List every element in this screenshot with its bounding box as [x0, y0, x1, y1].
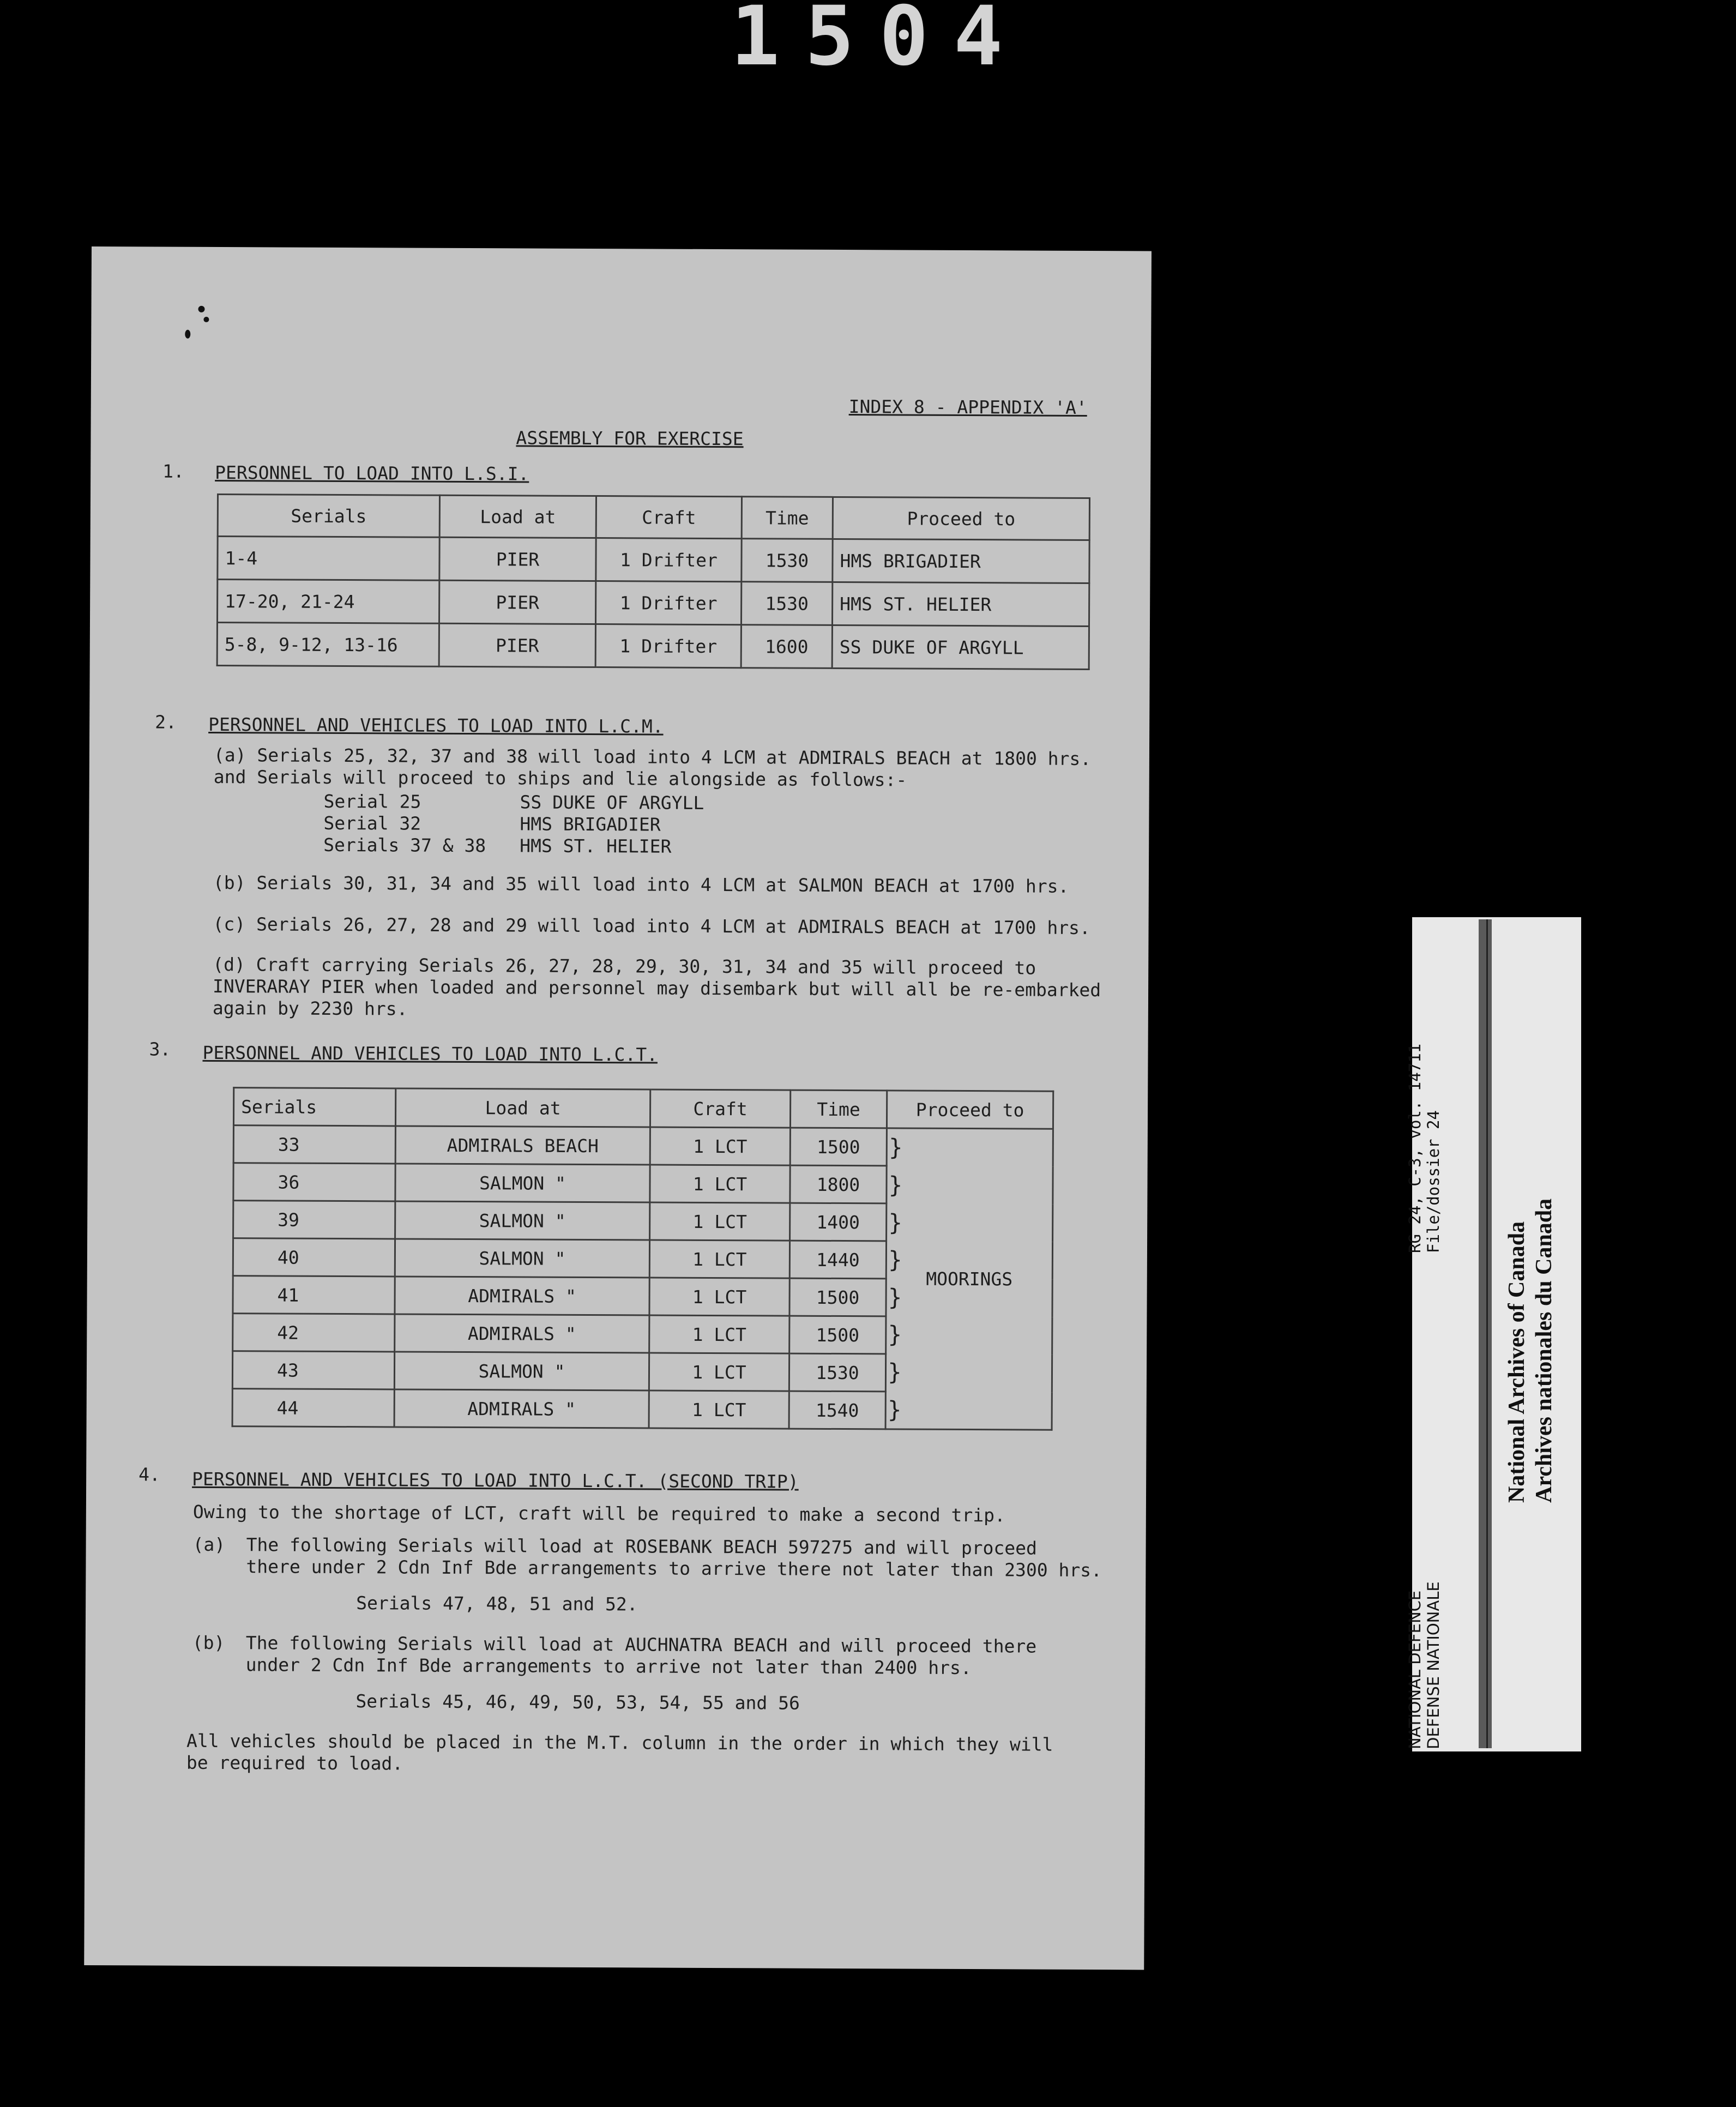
archive-name-fr: Archives nationales du Canada [1532, 1198, 1557, 1503]
document-page [84, 246, 1152, 1970]
ink-mark [198, 306, 204, 312]
lcm-para-a-line1: (a) Serials 25, 32, 37 and 38 will load into 4 LCM at ADMIRALS BEACH at 1800 hrs. [213, 744, 1092, 770]
cell-serials: 43 [232, 1351, 394, 1389]
column-header: Proceed to [887, 1091, 1053, 1129]
cell-load-at: ADMIRALS " [394, 1389, 649, 1428]
lcm-para-a-line2: and Serials will proceed to ships and lie alongside as follows:- [213, 766, 907, 791]
table-row [218, 537, 1089, 583]
cell-proceed-to: SS DUKE OF ARGYLL [832, 625, 1089, 669]
cell-serials: 39 [233, 1201, 395, 1239]
column-header: Time [790, 1090, 887, 1128]
cell-craft: 1 LCT [650, 1202, 790, 1241]
lcm-serial: Serials 37 & 38 [323, 834, 486, 857]
file-reference: File/dossier 24 [1424, 1110, 1443, 1253]
lcm-para-d-line2: INVERARAY PIER when loaded and personnel may disembark but will all be re-embarked [212, 975, 1101, 1001]
cell-load-at: SALMON " [395, 1239, 649, 1278]
cell-load-at: ADMIRALS BEACH [395, 1126, 650, 1165]
cell-time: 1440 [789, 1241, 886, 1279]
lsi-table [216, 493, 1090, 670]
section-4-heading: PERSONNEL AND VEHICLES TO LOAD INTO L.C.T. (SECOND TRIP) [192, 1468, 799, 1492]
section-2-number: 2. [155, 711, 177, 733]
cell-serials: 17-20, 21-24 [217, 580, 439, 624]
cell-load-at: ADMIRALS " [395, 1314, 649, 1353]
cell-proceed-to [885, 1128, 1053, 1430]
strip-divider-line [1486, 919, 1488, 1748]
cell-proceed-to: HMS BRIGADIER [833, 539, 1089, 583]
cell-serials: 44 [232, 1389, 394, 1427]
section-3-number: 3. [149, 1038, 171, 1060]
cell-serials: 1-4 [218, 537, 439, 581]
lcm-para-c: (c) Serials 26, 27, 28 and 29 will load into 4 LCM at ADMIRALS BEACH at 1700 hrs. [213, 913, 1090, 939]
column-header: Craft [596, 496, 742, 539]
cell-time: 1800 [790, 1165, 887, 1203]
cell-craft: 1 Drifter [596, 538, 742, 582]
table-header-row [218, 495, 1089, 540]
lcm-ship: SS DUKE OF ARGYLL [520, 791, 704, 814]
second-trip-b-line1: The following Serials will load at AUCHNATRA BEACH and will proceed there [245, 1632, 1037, 1657]
cell-serials: 40 [233, 1238, 395, 1277]
table-header-row [233, 1088, 1053, 1129]
section-1-heading: PERSONNEL TO LOAD INTO L.S.I. [215, 461, 529, 485]
second-trip-a-serials: Serials 47, 48, 51 and 52. [356, 1592, 638, 1615]
column-header: Craft [650, 1089, 790, 1128]
cell-time: 1530 [741, 582, 832, 625]
cell-serials: 42 [233, 1314, 395, 1352]
record-group-reference: RG 24, C-3, vol. 14711 [1406, 1043, 1424, 1253]
cell-craft: 1 LCT [650, 1165, 790, 1203]
second-trip-label-a: (a) [192, 1533, 226, 1556]
cell-time: 1400 [790, 1203, 887, 1241]
cell-load-at: SALMON " [395, 1201, 650, 1240]
closing-line1: All vehicles should be placed in the M.T. column in the order in which they will [186, 1730, 1053, 1755]
lcm-para-d-line3: again by 2230 hrs. [212, 997, 408, 1020]
lcm-para-d-line1: (d) Craft carrying Serials 26, 27, 28, 29, 30, 31, 34 and 35 will proceed to [213, 953, 1036, 979]
cell-load-at: PIER [439, 580, 595, 624]
table-row [233, 1125, 1053, 1167]
second-trip-a-line2: there under 2 Cdn Inf Bde arrangements to arrive there not later than 2300 hrs. [246, 1556, 1102, 1581]
frame-number: 1504 [731, 0, 1028, 84]
brace-mark: } } } } } } } } [887, 1134, 903, 1423]
cell-time: 1600 [741, 625, 832, 669]
cell-craft: 1 LCT [649, 1240, 789, 1278]
strip-divider [1479, 919, 1492, 1748]
lcm-serial: Serial 25 [323, 790, 421, 812]
cell-serials: 36 [233, 1163, 395, 1201]
department-label-fr: DEFENSE NATIONALE [1424, 1581, 1443, 1749]
cell-craft: 1 LCT [649, 1278, 789, 1316]
cell-load-at: SALMON " [395, 1164, 650, 1202]
cell-load-at: PIER [439, 623, 595, 667]
cell-time: 1530 [789, 1353, 885, 1392]
section-2-heading: PERSONNEL AND VEHICLES TO LOAD INTO L.C.M. [208, 713, 664, 737]
column-header: Proceed to [833, 497, 1089, 540]
moorings-label: MOORINGS [926, 1268, 1013, 1290]
column-header: Serials [218, 495, 439, 538]
cell-time: 1500 [790, 1128, 887, 1166]
second-trip-intro: Owing to the shortage of LCT, craft will be required to make a second trip. [192, 1501, 1006, 1526]
cell-craft: 1 LCT [649, 1353, 789, 1391]
section-4-number: 4. [138, 1464, 161, 1485]
cell-serials: 41 [233, 1276, 395, 1314]
cell-load-at: ADMIRALS " [395, 1277, 649, 1315]
cell-serials: 5-8, 9-12, 13-16 [217, 623, 439, 667]
lcm-ship: HMS BRIGADIER [520, 813, 661, 835]
lcm-para-b: (b) Serials 30, 31, 34 and 35 will load into 4 LCM at SALMON BEACH at 1700 hrs. [213, 871, 1069, 897]
column-header: Serials [233, 1088, 395, 1126]
cell-time: 1530 [742, 539, 833, 582]
second-trip-b-serials: Serials 45, 46, 49, 50, 53, 54, 55 and 56 [355, 1690, 800, 1714]
cell-proceed-to: HMS ST. HELIER [832, 582, 1089, 626]
cell-craft: 1 LCT [649, 1390, 789, 1429]
second-trip-label-b: (b) [192, 1632, 225, 1654]
lct-table [232, 1087, 1054, 1431]
cell-time: 1500 [789, 1316, 886, 1354]
cell-craft: 1 Drifter [595, 624, 741, 668]
column-header: Load at [395, 1088, 650, 1127]
column-header: Time [742, 497, 833, 539]
section-1-number: 1. [162, 460, 185, 482]
cell-load-at: SALMON " [394, 1352, 649, 1390]
cell-time: 1540 [789, 1391, 885, 1429]
cell-craft: 1 Drifter [595, 581, 741, 625]
table-row [217, 623, 1089, 670]
ink-mark [185, 330, 190, 339]
document-title: ASSEMBLY FOR EXERCISE [516, 427, 744, 450]
archive-name-en: National Archives of Canada [1504, 1221, 1529, 1503]
lcm-serial: Serial 32 [323, 812, 421, 834]
closing-line2: be required to load. [186, 1751, 403, 1774]
second-trip-a-line1: The following Serials will load at ROSEBANK BEACH 597275 and will proceed [246, 1534, 1038, 1559]
lcm-ship: HMS ST. HELIER [520, 835, 672, 857]
column-header: Load at [439, 495, 596, 538]
cell-serials: 33 [233, 1125, 395, 1164]
cell-craft: 1 LCT [650, 1127, 790, 1165]
cell-time: 1500 [789, 1278, 886, 1316]
index-reference: INDEX 8 - APPENDIX 'A' [848, 396, 1087, 418]
second-trip-b-line2: under 2 Cdn Inf Bde arrangements to arrive not later than 2400 hrs. [245, 1654, 972, 1679]
department-label-en: NATIONAL DEFENCE [1406, 1590, 1424, 1749]
table-row [217, 580, 1089, 627]
ink-mark [203, 317, 209, 322]
cell-craft: 1 LCT [649, 1315, 789, 1353]
section-3-heading: PERSONNEL AND VEHICLES TO LOAD INTO L.C.T. [202, 1042, 658, 1065]
cell-load-at: PIER [439, 537, 596, 581]
